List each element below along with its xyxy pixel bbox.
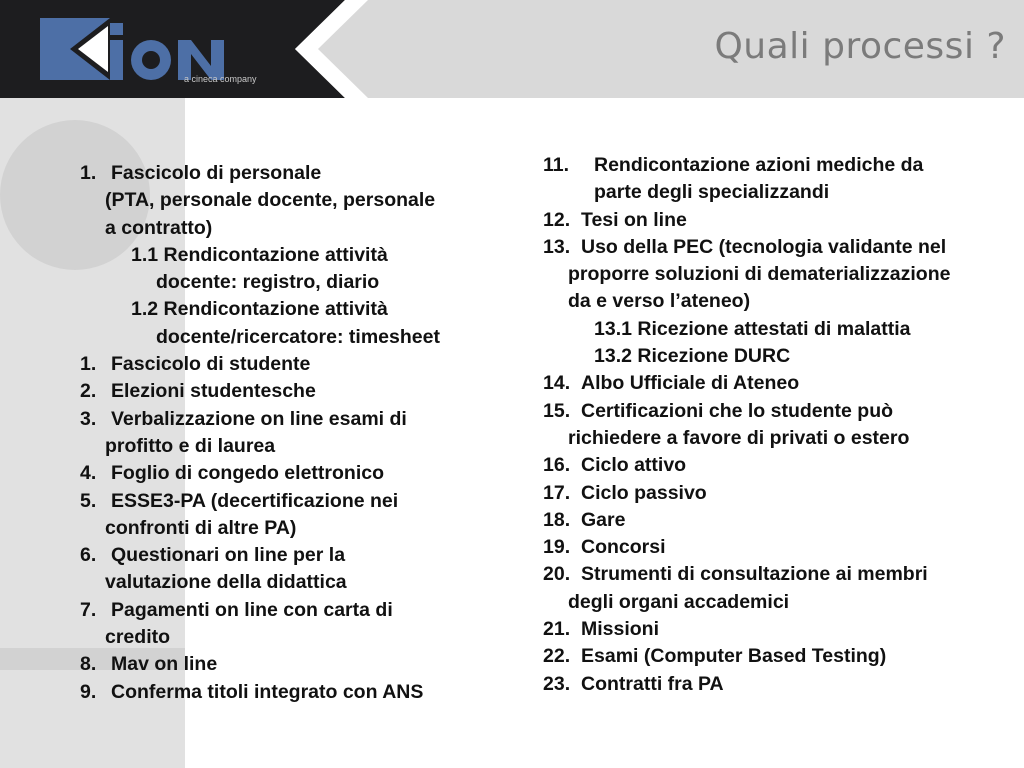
item-text: Tesi on line [581,208,687,231]
list-item [80,651,500,678]
list-item [80,378,500,405]
list-item [543,234,1023,316]
list-item [80,460,500,487]
left-process-list [80,160,500,706]
item-number: 9. [80,680,97,703]
sub-list-item [80,296,500,351]
item-text-continuation: credito [105,626,171,649]
item-text: Rendicontazione attività [163,243,388,266]
list-item [543,480,1023,507]
list-item [543,534,1023,561]
item-text: ESSE3-PA (decertificazione nei [111,489,399,512]
item-number: 13.1 [594,317,632,340]
item-text: Conferma titoli integrato con ANS [111,680,424,703]
item-number: 1. [80,353,97,376]
list-item [80,406,500,461]
list-item [543,370,1023,397]
item-text-continuation: richiedere a favore di privati o estero [568,426,910,449]
item-number: 5. [80,489,97,512]
item-number: 19. [543,536,571,559]
item-text: Missioni [581,618,660,641]
item-text-continuation: parte degli specializzandi [594,181,830,204]
item-text: Rendicontazione azioni mediche da [594,154,924,176]
logo-tagline: a cineca company [184,74,257,84]
list-item [80,351,500,378]
item-number: 2. [80,380,97,403]
item-number: 23. [543,672,571,695]
item-number: 13. [543,235,571,258]
slide-header [0,0,1024,98]
item-number: 6. [80,544,97,567]
item-text: Contratti fra PA [581,672,724,695]
item-number: 17. [543,481,571,504]
list-item [543,207,1023,234]
item-number: 12. [543,208,571,231]
list-item [80,679,500,706]
right-process-list [543,152,1023,698]
item-number: 20. [543,563,571,586]
item-text: Elezioni studentesche [111,380,316,403]
item-number: 13.2 [594,345,632,368]
item-number: 1.1 [131,243,159,266]
item-text: Ricezione attestati di malattia [637,317,911,340]
item-text: Certificazioni che lo studente può [581,399,894,422]
list-item [80,597,500,652]
list-item [543,152,1023,207]
item-text: Concorsi [581,536,666,559]
list-item [543,507,1023,534]
item-number: 1. [80,162,97,184]
item-text-continuation: (PTA, personale docente, personale [105,189,436,212]
item-text: Ricezione DURC [637,345,791,368]
item-text: Esami (Computer Based Testing) [581,645,887,668]
list-item [543,398,1023,453]
item-text: Pagamenti on line con carta di [111,598,393,621]
slide-title: Quali processi ? [714,26,1006,67]
item-text: Questionari on line per la [111,544,346,567]
list-item [80,160,500,242]
item-text-continuation: a contratto) [105,216,213,239]
list-item [80,488,500,543]
item-text-continuation: da e verso l’ateneo) [568,290,751,313]
item-text: Fascicolo di personale [111,162,322,184]
item-number: 14. [543,372,571,395]
item-text-continuation: valutazione della didattica [105,571,347,594]
item-text: Mav on line [111,653,218,676]
list-item [543,643,1023,670]
item-number: 16. [543,454,571,477]
item-text: Ciclo attivo [581,454,687,477]
item-text: Albo Ufficiale di Ateneo [581,372,800,395]
item-number: 21. [543,618,571,641]
list-item [543,452,1023,479]
item-text-continuation: profitto e di laurea [105,434,276,457]
item-number: 22. [543,645,571,668]
item-text: Fascicolo di studente [111,353,311,376]
item-text-continuation: proporre soluzioni di dematerializzazione [568,263,951,286]
item-text: Foglio di congedo elettronico [111,462,384,485]
item-number: 7. [80,598,97,621]
item-text-continuation: confronti di altre PA) [105,516,297,539]
item-number: 1.2 [131,298,159,321]
item-number: 4. [80,462,97,485]
sub-list-item [80,242,500,297]
item-text-continuation: docente: registro, diario [156,271,380,294]
list-item [543,561,1023,616]
item-text-continuation: degli organi accademici [568,590,790,613]
item-text: Uso della PEC (tecnologia validante nel [581,235,947,258]
list-item [543,616,1023,643]
sub-list-item [543,343,1023,370]
item-text: Rendicontazione attività [163,298,388,321]
list-item [80,542,500,597]
item-text: Verbalizzazione on line esami di [111,407,407,430]
item-number: 15. [543,399,571,422]
item-number: 8. [80,653,97,676]
item-text: Gare [581,508,626,531]
item-number: 18. [543,508,571,531]
sub-list-item [543,316,1023,343]
item-text-continuation: docente/ricercatore: timesheet [156,325,440,348]
item-number: 11. [543,154,570,176]
item-text: Strumenti di consultazione ai membri [581,563,928,586]
item-text: Ciclo passivo [581,481,707,504]
item-number: 3. [80,407,97,430]
list-item [543,671,1023,698]
